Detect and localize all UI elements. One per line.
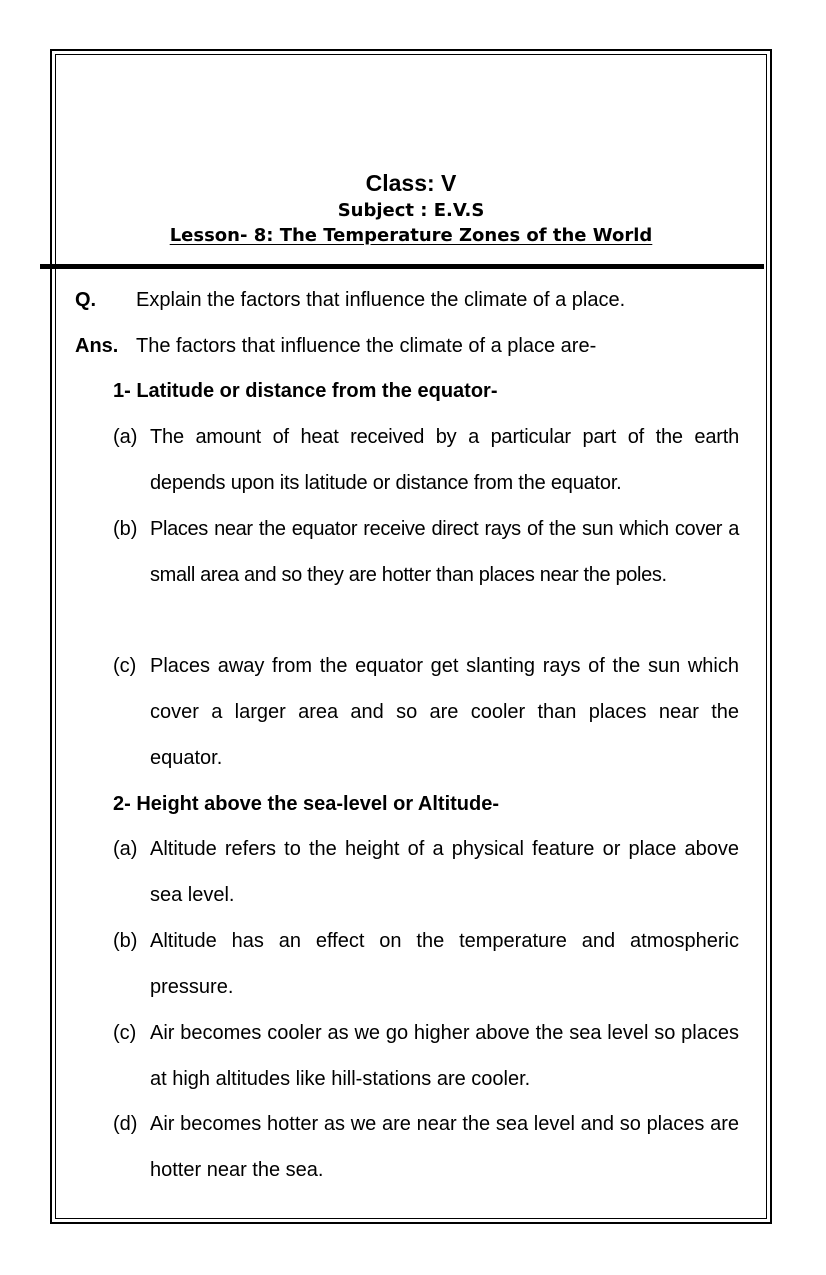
question-label: Q. <box>75 289 97 311</box>
answer-intro: The factors that influence the climate of a place are- <box>136 335 597 357</box>
list-item-label: (a) <box>113 426 138 448</box>
list-item: Altitude has an effect on the temperature and atmospheric pressure. <box>150 930 739 998</box>
list-item: Places away from the equator get slanting rays of the sun which cover a larger area and so are cooler than places near the equator. <box>150 655 739 769</box>
list-item: Places near the equator receive direct rays of the sun which cover a small area and so they are hotter than places near the poles. <box>150 518 739 586</box>
list-item-label: (a) <box>113 838 138 860</box>
list-item-label: (b) <box>113 930 138 952</box>
section-heading-altitude: 2- Height above the sea-level or Altitude- <box>113 793 500 815</box>
list-item-label: (d) <box>113 1113 138 1135</box>
header-divider <box>40 264 764 269</box>
section-heading-latitude: 1- Latitude or distance from the equator- <box>113 380 498 402</box>
lesson-title: Lesson- 8: The Temperature Zones of the World <box>169 225 653 246</box>
list-item: Air becomes cooler as we go higher above the sea level so places at high altitudes like hill-stations are cooler. <box>150 1022 739 1090</box>
answer-label: Ans. <box>75 335 119 357</box>
class-title: Class: V <box>365 170 457 196</box>
question-text: Explain the factors that influence the climate of a place. <box>136 289 626 311</box>
list-item-label: (b) <box>113 518 138 540</box>
list-item-label: (c) <box>113 1022 137 1044</box>
list-item: Air becomes hotter as we are near the sea level and so places are hotter near the sea. <box>150 1113 739 1181</box>
subject-title: Subject : E.V.S <box>337 200 485 221</box>
list-item: Altitude refers to the height of a physical feature or place above sea level. <box>150 838 739 906</box>
list-item: The amount of heat received by a particular part of the earth depends upon its latitude or distance from the equator. <box>150 426 739 494</box>
list-item-label: (c) <box>113 655 137 677</box>
